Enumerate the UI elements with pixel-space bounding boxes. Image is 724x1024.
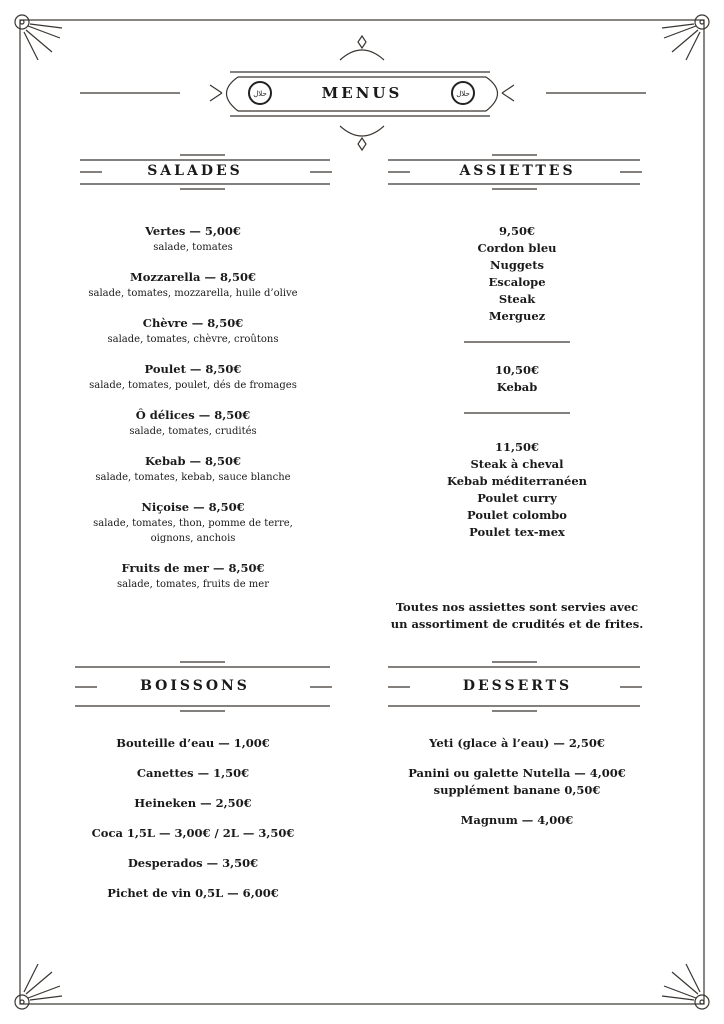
list-item: Poulet colombo [467, 508, 567, 522]
group-price: 9,50€ [498, 224, 535, 238]
list-item: Poulet tex-mex [469, 525, 565, 539]
group-price: 11,50€ [494, 440, 539, 454]
item-name: Fruits de mer — 8,50€ [121, 561, 265, 575]
list-item: Desperados — 3,50€ [127, 856, 259, 870]
item-desc: salade, tomates, thon, pomme de terre, oignons, anchois [93, 518, 293, 544]
assiettes-group-3 [367, 439, 667, 541]
item-name: Kebab — 8,50€ [144, 454, 242, 468]
list-item: Coca 1,5L — 3,00€ / 2L — 3,50€ [91, 826, 295, 840]
item-name: Ô délices — 8,50€ [135, 408, 251, 422]
list-item: Kebab méditerranéen [446, 474, 588, 488]
item-name: Vertes — 5,00€ [145, 224, 241, 238]
list-item: Nuggets [489, 258, 545, 272]
list-item: Magnum — 4,00€ [460, 813, 574, 827]
list-item [58, 269, 328, 301]
list-item: Panini ou galette Nutella — 4,00€ [408, 766, 626, 780]
list-item-sub: supplément banane 0,50€ [433, 783, 601, 797]
item-name: Chèvre — 8,50€ [142, 316, 244, 330]
list-item: Escalope [488, 275, 546, 289]
halal-badge-icon: حلال [451, 81, 475, 105]
item-name: Poulet — 8,50€ [144, 362, 242, 376]
list-item [58, 361, 328, 393]
page-title: MENUS [321, 84, 403, 102]
salades-list [58, 223, 328, 606]
list-item [58, 407, 328, 439]
section-title-boissons: BOISSONS [140, 678, 250, 694]
desserts-list [367, 735, 667, 842]
halal-badge-icon: حلال [248, 81, 272, 105]
list-item: Steak à cheval [470, 457, 564, 471]
item-desc: salade, tomates, chèvre, croûtons [107, 334, 279, 345]
section-title-desserts: DESSERTS [462, 678, 573, 694]
list-item [58, 453, 328, 485]
list-item [58, 223, 328, 255]
list-item: Poulet curry [477, 491, 557, 505]
corner-ornament-icon [662, 15, 709, 60]
assiettes-group-1 [367, 223, 667, 325]
corner-ornament-icon [15, 964, 62, 1009]
assiettes-note: Toutes nos assiettes sont servies avec un assortiment de crudités et de frites. [390, 600, 644, 631]
assiettes-group-2 [367, 362, 667, 396]
item-name: Mozzarella — 8,50€ [130, 270, 256, 284]
group-price: 10,50€ [494, 363, 539, 377]
list-item: Steak [498, 292, 536, 306]
list-item: Kebab [496, 380, 538, 394]
list-item: Cordon bleu [477, 241, 557, 255]
list-item: Bouteille d’eau — 1,00€ [116, 736, 270, 750]
list-item: Canettes — 1,50€ [136, 766, 250, 780]
item-desc: salade, tomates, fruits de mer [117, 579, 269, 590]
list-item: Merguez [488, 309, 546, 323]
item-desc: salade, tomates, kebab, sauce blanche [95, 472, 291, 483]
item-desc: salade, tomates, mozzarella, huile d’olive [88, 288, 298, 299]
item-desc: salade, tomates, crudités [129, 426, 257, 437]
item-desc: salade, tomates, poulet, dés de fromages [89, 380, 297, 391]
list-item: Yeti (glace à l’eau) — 2,50€ [429, 736, 605, 750]
list-item: Heineken — 2,50€ [134, 796, 252, 810]
section-title-salades: SALADES [147, 163, 243, 179]
item-desc: salade, tomates [153, 242, 233, 253]
list-item: Pichet de vin 0,5L — 6,00€ [107, 886, 279, 900]
section-title-assiettes: ASSIETTES [459, 163, 576, 179]
list-item [58, 499, 328, 546]
corner-ornament-icon [15, 15, 62, 60]
boissons-list [43, 735, 343, 915]
list-item [58, 315, 328, 347]
list-item [58, 560, 328, 592]
item-name: Niçoise — 8,50€ [141, 500, 245, 514]
corner-ornament-icon [662, 964, 709, 1009]
